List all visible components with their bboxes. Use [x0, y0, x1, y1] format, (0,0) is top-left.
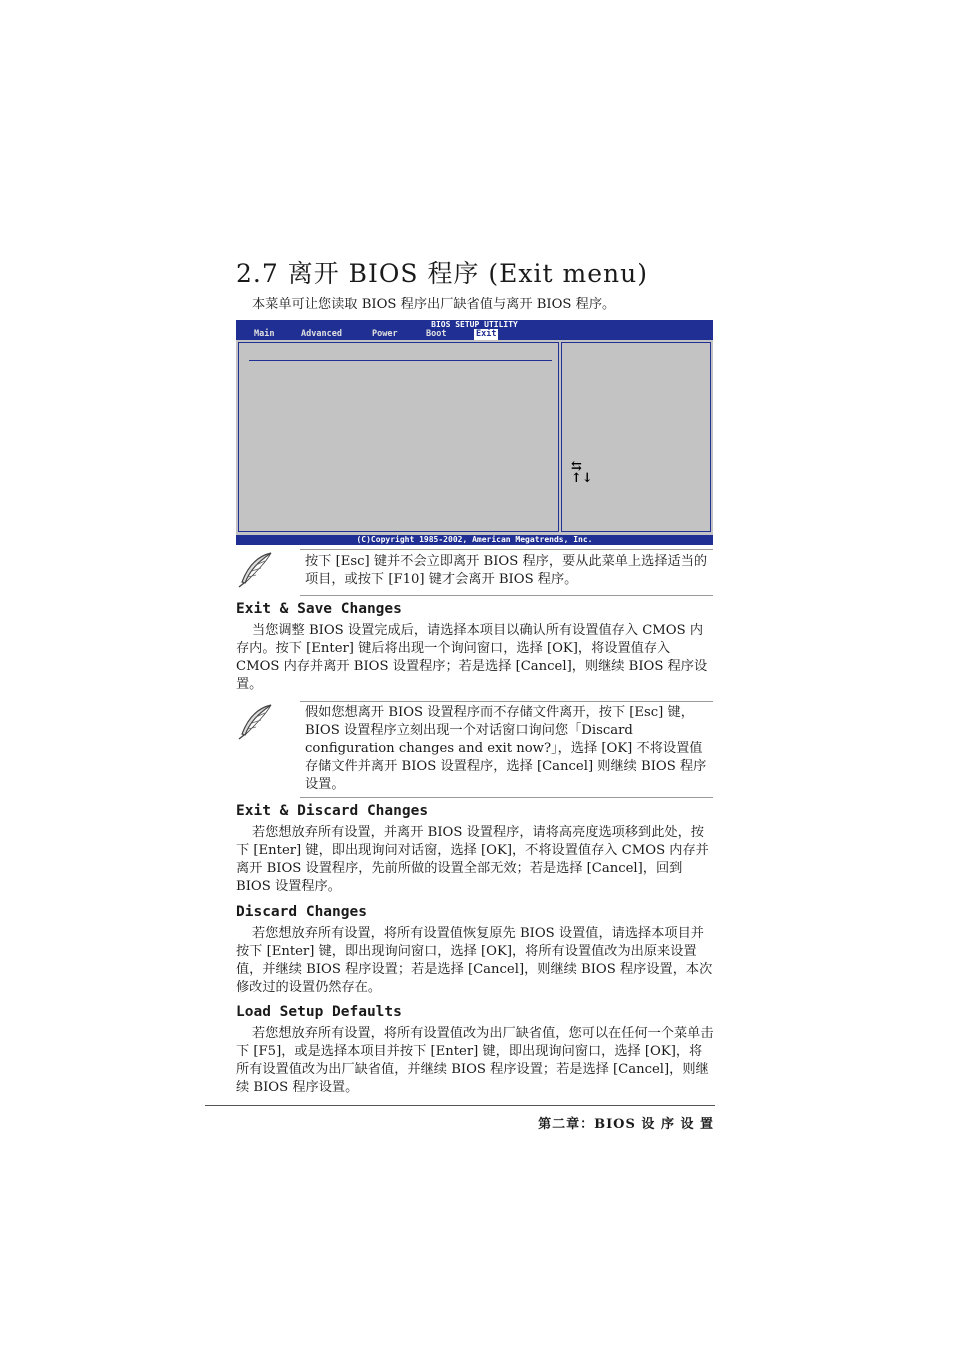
bios-help-panel: [561, 342, 711, 532]
section-title-load-defaults: Load Setup Defaults: [236, 1004, 402, 1020]
bios-options-panel: [238, 342, 559, 532]
note-esc-key: 按下 [Esc] 键并不会立即离开 BIOS 程序，要从此菜单上选择适当的项目，或按下 [F10] 键才会离开 BIOS 程序。: [305, 554, 708, 587]
section-body-exit-discard: 若您想放弃所有设置，并离开 BIOS 设置程序，请将高亮度选项移到此处，按下 [Enter] 键，即出现询问对话窗，选择 [OK]，不将设置值存入 CMOS 内存并离开 BIOS 设置程序，先前所做的设置全部无效；若是选择 [Cancel]，回到 BIOS 设置程序。: [236, 825, 709, 894]
bios-title: BIOS SETUP UTILITY: [431, 320, 518, 329]
bios-screen: [236, 320, 713, 545]
bios-tab-exit[interactable]: Exit: [476, 329, 497, 339]
note2-bottom-rule: [300, 797, 713, 798]
section-title-exit-save: Exit & Save Changes: [236, 601, 402, 617]
bios-tab-main[interactable]: Main: [254, 329, 275, 339]
section-title-discard: Discard Changes: [236, 904, 367, 920]
section-title-exit-discard: Exit & Discard Changes: [236, 803, 429, 819]
bios-copyright: (C)Copyright 1985-2002, American Megatrends, Inc.: [236, 535, 713, 545]
bios-menu-bar: [236, 320, 713, 340]
page-title: 2.7 离开 BIOS 程序 (Exit menu): [236, 259, 648, 288]
footer-rule: [205, 1105, 715, 1106]
bios-tab-boot[interactable]: Boot: [426, 329, 447, 339]
intro-text: 本菜单可让您读取 BIOS 程序出厂缺省值与离开 BIOS 程序。: [252, 297, 616, 312]
note-bottom-rule: [300, 595, 713, 596]
section-body-load-defaults: 若您想放弃所有设置，将所有设置值改为出厂缺省值，您可以在任何一个菜单击下 [F5]，或是选择本项目并按下 [Enter] 键，即出现询问窗口，选择 [OK]，将所有设置值改为出厂缺省值，并继续 BIOS 程序设置；若是选择 [Cancel]，则继续 BIOS 程序设置。: [236, 1026, 714, 1095]
section-body-exit-save: 当您调整 BIOS 设置完成后，请选择本项目以确认所有设置值存入 CMOS 内存内。按下 [Enter] 键后将出现一个询问窗口，选择 [OK]，将设置值存入 CMOS 内存并离开 BIOS 设置程序；若是选择 [Cancel]，则继续 BIOS 程序设置。: [236, 623, 708, 692]
bios-tab-power[interactable]: Power: [372, 329, 398, 339]
note-discard-config: 假如您想离开 BIOS 设置程序而不存储文件离开，按下 [Esc] 键，BIOS 设置程序立刻出现一个对话窗口询问您「Discard configuration changes and exit now?」，选择 [OK] 不将设置值存储文件并离开 BIOS 设置程序，选择 [Cancel] 则继续 BIOS 程序设置。: [305, 705, 707, 792]
page-footer: 第二章：BIOS 设 序 设 置: [538, 1117, 714, 1132]
bios-divider: [249, 360, 552, 361]
note2-top-rule: [300, 701, 713, 702]
feather-pen-icon: [236, 550, 276, 594]
note-top-rule: [300, 549, 713, 550]
feather-pen-icon: [236, 702, 276, 746]
bios-tab-advanced[interactable]: Advanced: [301, 329, 342, 339]
section-body-discard: 若您想放弃所有设置，将所有设置值恢复原先 BIOS 设置值，请选择本项目并按下 [Enter] 键，即出现询问窗口，选择 [OK]，将所有设置值改为出原来设置值，并继续 BIOS 程序设置；若是选择 [Cancel]，则继续 BIOS 程序设置，本次修改过的设置仍然存在。: [236, 926, 713, 995]
up-down-arrows-icon: ⇆ ↑↓: [571, 459, 593, 486]
